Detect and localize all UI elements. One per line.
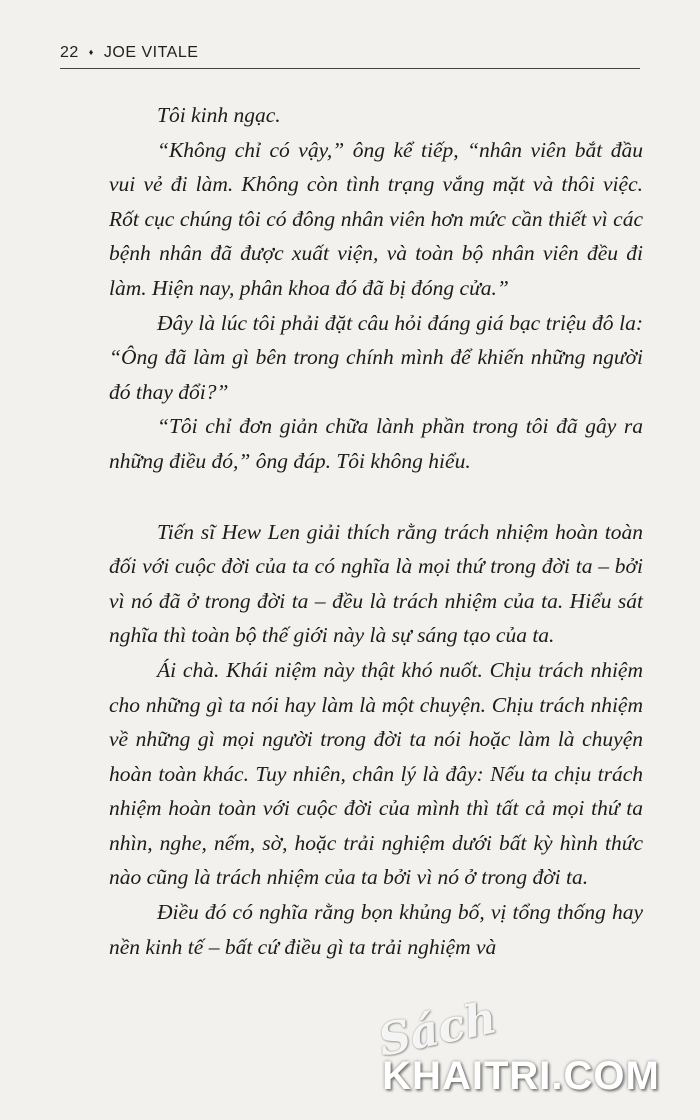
paragraph: “Không chỉ có vậy,” ông kể tiếp, “nhân viên bắt đầu vui vẻ đi làm. Không còn tình trạng vắng mặt và thôi việc. Rốt cục chúng tôi có đông nhân viên hơn mức cần thiết vì các bệnh nhân đã được xuất viện, và toàn bộ nhân viên đều đi làm. Hiện nay, phân khoa đó đã bị đóng cửa.”	[109, 137, 643, 300]
diamond-separator-icon: ♦	[88, 47, 94, 57]
watermark-site-name: KHAITRI.COM	[382, 1054, 660, 1098]
paragraph: “Tôi chỉ đơn giản chữa lành phần trong tôi đã gây ra những điều đó,” ông đáp. Tôi không hiểu.	[109, 414, 643, 473]
body-text	[109, 98, 643, 964]
running-header	[60, 44, 640, 62]
watermark-logo	[356, 992, 686, 1114]
paragraph: Ái chà. Khái niệm này thật khó nuốt. Chịu trách nhiệm cho những gì ta nói hay làm là một chuyện. Chịu trách nhiệm về những gì mọi người trong đời ta nói hoặc làm là chuyện hoàn toàn khác. Tuy nhiên, chân lý là đây: Nếu ta chịu trách nhiệm hoàn toàn với cuộc đời của mình thì tất cả mọi thứ ta nhìn, nghe, nếm, sờ, hoặc trải nghiệm dưới bất kỳ hình thức nào cũng là trách nhiệm của ta bởi vì nó ở trong đời ta.	[109, 657, 643, 890]
watermark-script-text: Sách	[373, 992, 502, 1067]
paragraph: Đây là lúc tôi phải đặt câu hỏi đáng giá bạc triệu đô la: “Ông đã làm gì bên trong chính mình để khiến những người đó thay đổi?”	[109, 310, 643, 404]
author-name: JOE VITALE	[103, 44, 199, 61]
paragraph: Điều đó có nghĩa rằng bọn khủng bố, vị tổng thống hay nền kinh tế – bất cứ điều gì ta trải nghiệm và	[109, 900, 643, 959]
paragraph: Tôi kinh ngạc.	[157, 103, 281, 127]
page-number: 22	[60, 44, 79, 61]
header-rule	[60, 68, 640, 69]
paragraph: Tiến sĩ Hew Len giải thích rằng trách nhiệm hoàn toàn đối với cuộc đời của ta có nghĩa là mọi thứ trong đời ta – bởi vì nó đã ở trong đời ta – đều là trách nhiệm của ta. Hiểu sát nghĩa thì toàn bộ thế giới này là sự sáng tạo của ta.	[109, 519, 643, 648]
